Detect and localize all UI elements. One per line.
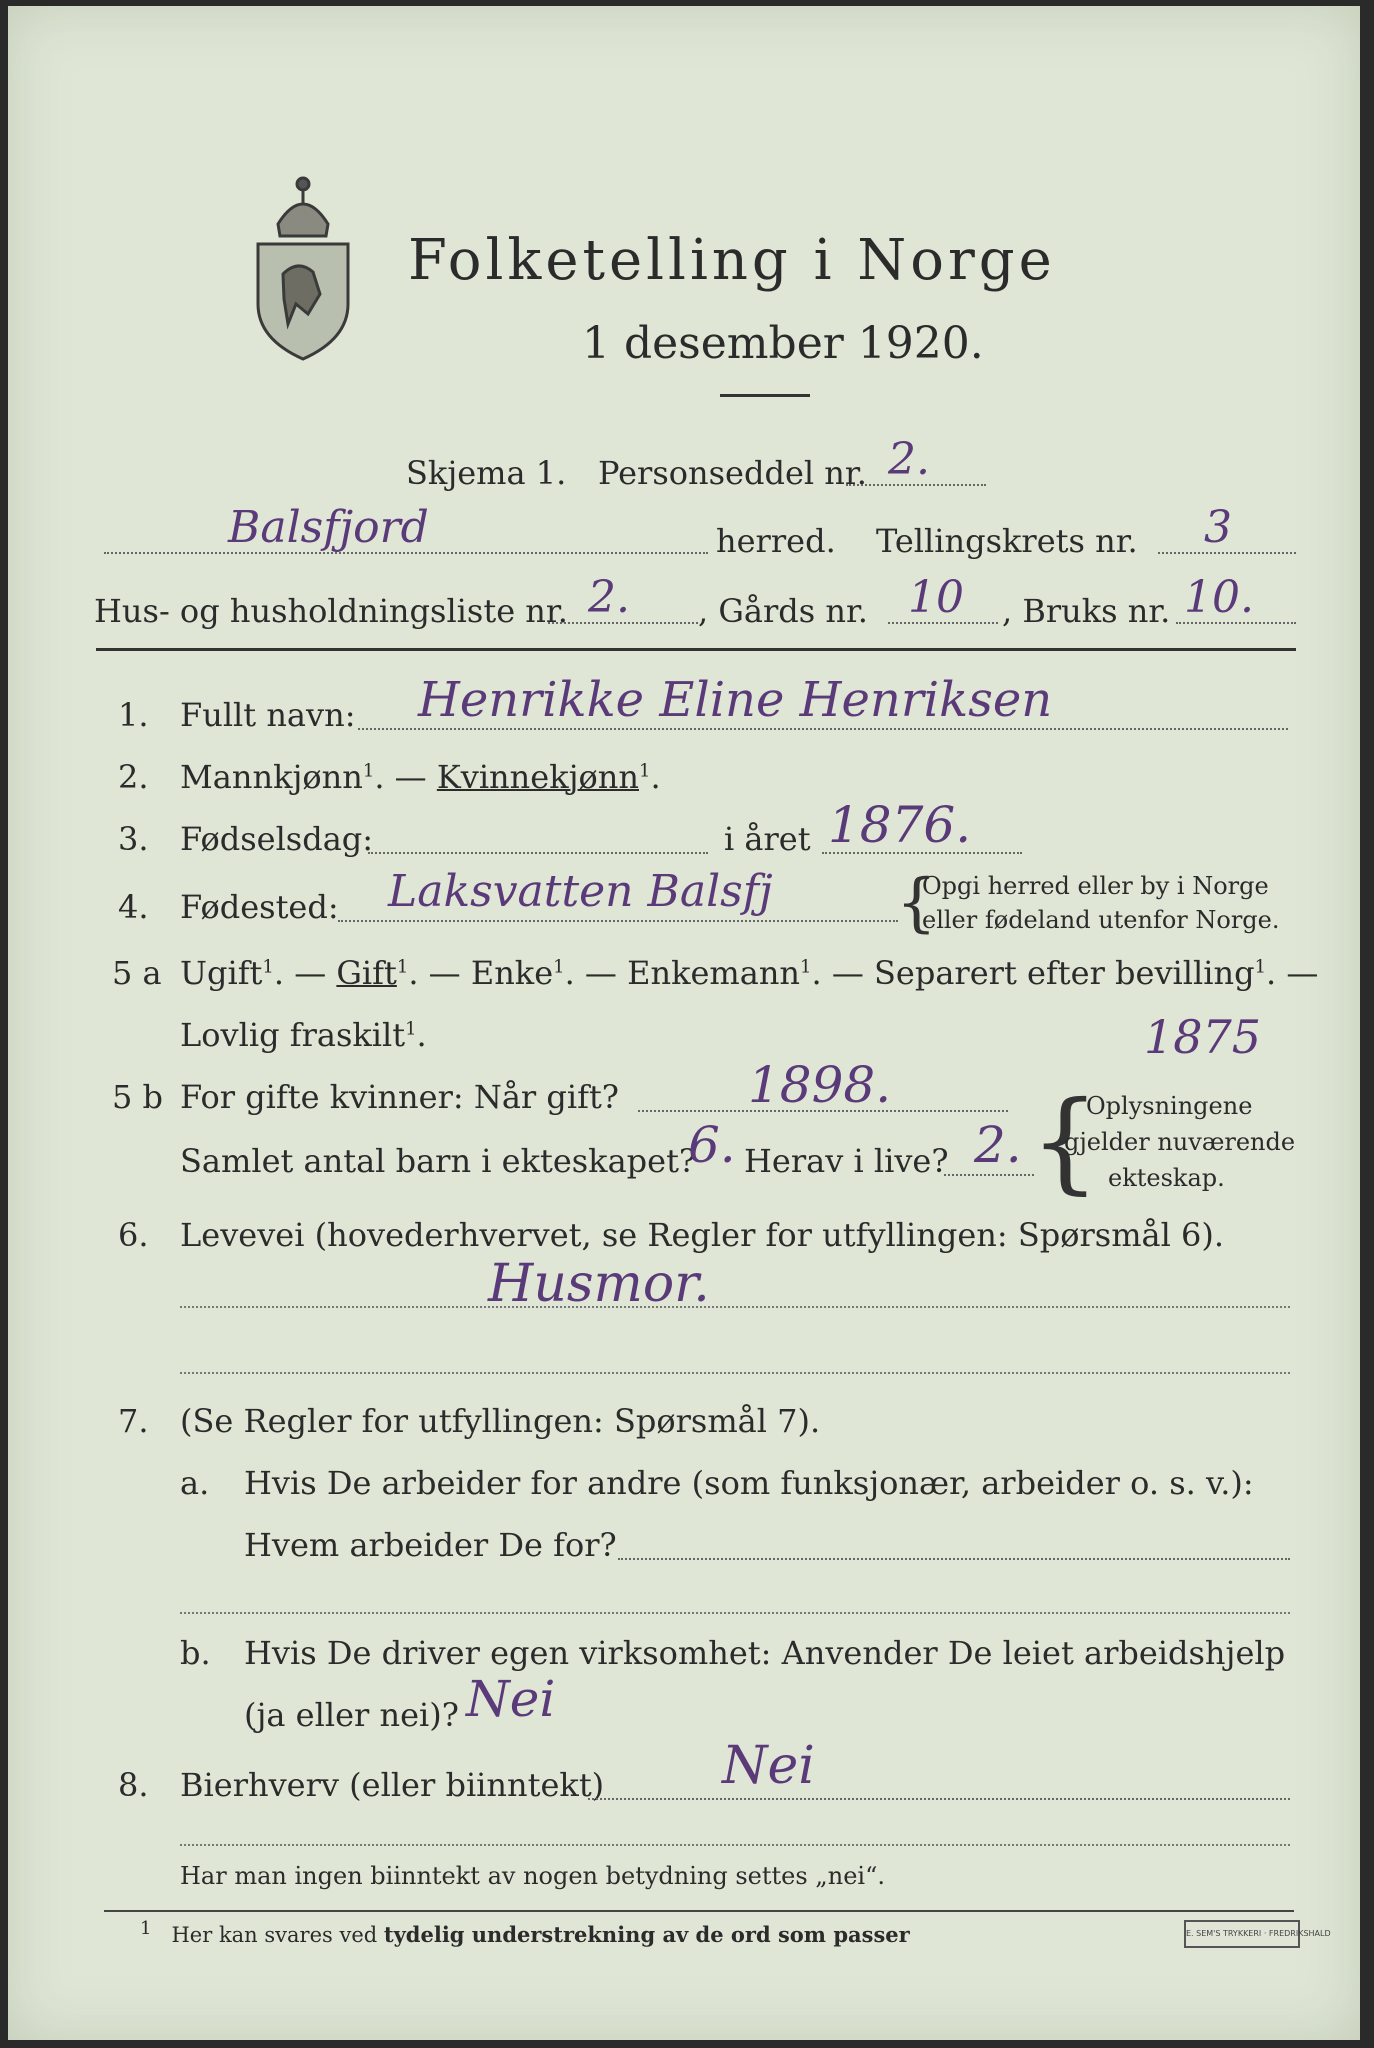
married-option-underlined: Gift [336,954,397,992]
hus-label: Hus- og husholdningsliste nr. [94,592,568,630]
q7-number: 7. [118,1402,149,1440]
q7b-number: b. [180,1634,211,1672]
side-note-1: Oplysningene [1086,1092,1253,1120]
gards-label: , Gårds nr. [698,592,868,630]
female-option-underlined: Kvinnekjønn [436,758,639,796]
male-option: Mannkjønn [180,758,363,796]
header-rule [96,648,1296,651]
q7b-line-2: (ja eller nei)? [244,1696,459,1734]
q3-label: Fødselsdag: [180,820,374,858]
q4-label: Fødested: [180,888,339,926]
census-form: Folketelling i Norge 1 desember 1920. Skjema 1. Personseddel nr. 2. Balsfjord herred. Tellingskrets nr. 3 Hus- og husholdningsliste nr. 2. , Gårds nr. 10 , Bruks nr. 10. 1. Fullt navn: Henrikke Eline Henriksen 2. Mannkjønn$^1$. — Kvinnekjønn$^1$. 3. Fødselsdag: i året 1876. 4. Fødested: Laksvatten Balsfj { Opgi herred eller by i Norge eller fødeland utenfor Norge. 5 a Ugift$^1$. — Gift$^1$. — Enke$^1$. — Enkemann$^1$. — Separert efter bevilling$^1$. — Lovlig fraskilt$^1$. 1875 5 b For gifte kvinner: Når gift? 1898. Samlet antal barn i ekteskapet? 6. Herav i live? 2. { Oplysningene gjelder nuværende ekteskap. 6. Levevei (hovederhvervet, se Regler for utfyllingen: Spørsmål 6). Husmor. 7. (Se Regler for utfyllingen: Spørsmål 7). a. Hvis De arbeider for andre (som funksjonær, arbeider o. s. v.): Hvem arbeider De for? b. Hvis De driver egen virksomhet: Anvender De leiet arbeidshjelp (ja eller nei)? Nei 8. Bierhverv (eller biinntekt) Nei Har man ingen biinntekt av nogen betydning settes „nei“. 1 Her kan svares ved tydelig understrekning av de ord som passer E. SEM'S TRYKKERI · FREDRIKSHALD [8,6,1360,2040]
birthplace-value: Laksvatten Balsfj [388,866,773,917]
birth-year-label: i året [724,820,811,858]
q1-label: Fullt navn: [180,696,356,734]
q1-number: 1. [118,696,149,734]
herred-value: Balsfjord [228,502,429,553]
q7a-number: a. [180,1464,210,1502]
marital-status-line: Ugift$^1$. — Gift$^1$. — Enke$^1$. — Enkemann$^1$. — Separert efter bevilling$^1$. — [180,954,1319,992]
side-note-2: gjelder nuværende [1064,1128,1296,1156]
children-label: Samlet antal barn i ekteskapet? [180,1142,697,1180]
bruks-label: , Bruks nr. [1002,592,1171,630]
hired-help-value: Nei [466,1670,556,1728]
q6-number: 6. [118,1216,149,1254]
printer-stamp: E. SEM'S TRYKKERI · FREDRIKSHALD [1184,1920,1300,1948]
q5b-number: 5 b [112,1078,164,1116]
q4-number: 4. [118,888,149,926]
alive-label: Herav i live? [744,1142,949,1180]
side-note-3: ekteskap. [1108,1164,1225,1192]
census-date: 1 desember 1920. [582,318,984,369]
divorced-option: Lovlig fraskilt$^1$. [180,1016,427,1054]
bruks-value: 10. [1184,572,1254,623]
footer-rule [104,1910,1294,1912]
footer-note: Har man ingen biinntekt av nogen betydning settes „nei“. [180,1862,885,1890]
q5a-number: 5 a [112,954,162,992]
tellingskrets-label: Tellingskrets nr. [876,522,1138,560]
margin-note-value: 1875 [1144,1010,1262,1064]
birth-year-value: 1876. [828,796,972,854]
coat-of-arms-icon [248,164,358,364]
q8-number: 8. [118,1766,149,1804]
side-income-value: Nei [722,1736,815,1796]
q2-number: 2. [118,758,149,796]
personseddel-value: 2. [888,434,930,485]
personseddel-label: Personseddel nr. [598,454,867,492]
occupation-value: Husmor. [488,1254,710,1314]
gards-value: 10 [908,572,964,623]
full-name-value: Henrikke Eline Henriksen [418,672,1053,728]
tellingskrets-value: 3 [1204,502,1232,553]
birthplace-note-2: eller fødeland utenfor Norge. [922,906,1280,934]
q7a-line-1: Hvis De arbeider for andre (som funksjonær, arbeider o. s. v.): [244,1464,1254,1502]
form-title: Folketelling i Norge [408,228,1056,293]
hus-value: 2. [588,572,630,623]
children-value: 6. [688,1116,736,1174]
gender-line: Mannkjønn$^1$. — Kvinnekjønn$^1$. [180,758,661,796]
alive-value: 2. [974,1116,1022,1174]
q7b-line-1: Hvis De driver egen virksomhet: Anvender De leiet arbeidshjelp [244,1634,1286,1672]
married-when-label: For gifte kvinner: Når gift? [180,1078,619,1116]
herred-label: herred. [716,522,836,560]
married-year-value: 1898. [748,1056,892,1114]
footnote: 1 Her kan svares ved tydelig understrekning av de ord som passer [140,1918,910,1947]
q7a-line-2: Hvem arbeider De for? [244,1526,617,1564]
skjema-label: Skjema 1. [406,454,567,492]
q7-label: (Se Regler for utfyllingen: Spørsmål 7). [180,1402,821,1440]
q3-number: 3. [118,820,149,858]
title-divider [720,394,810,397]
q6-label: Levevei (hovederhvervet, se Regler for utfyllingen: Spørsmål 6). [180,1216,1225,1254]
birthplace-note-1: Opgi herred eller by i Norge [922,872,1269,900]
q8-label: Bierhverv (eller biinntekt) [180,1766,605,1804]
